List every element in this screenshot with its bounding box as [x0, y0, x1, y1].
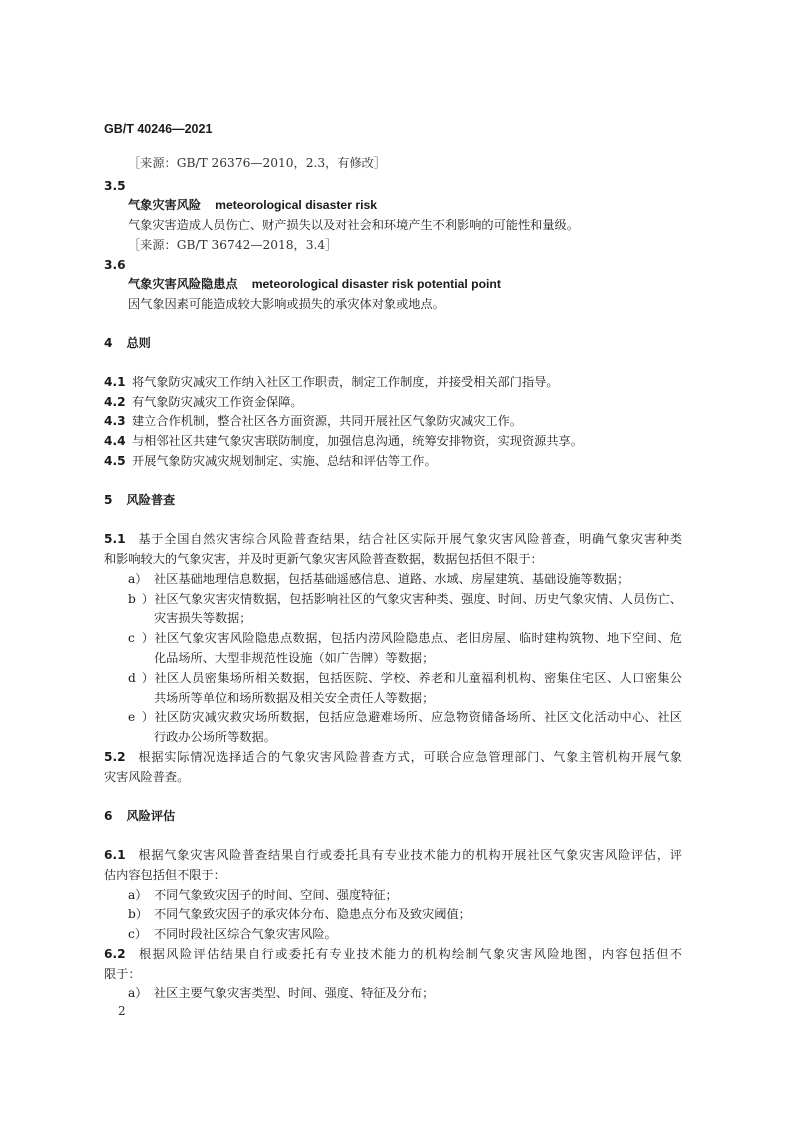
- term-3-6-number: 3.6: [104, 258, 126, 272]
- list-item-5-1-e-cont: 行政办公场所等数据。: [154, 730, 276, 744]
- clause-number: 5.1: [104, 532, 126, 546]
- list-label: d）: [128, 671, 154, 685]
- list-label: b）: [128, 907, 148, 921]
- list-label: a）: [128, 986, 148, 1000]
- section-6-title: 风险评估: [126, 809, 176, 823]
- list-item-5-1-d: [128, 670, 682, 686]
- clause-text: 建立合作机制，整合社区各方面资源，共同开展社区气象防灾减灾工作。: [132, 414, 522, 428]
- list-item-5-1-c-cont: 化品场所、大型非规范性设施（如广告牌）等数据；: [154, 651, 435, 665]
- clause-text: 有气象防灾减灾工作资金保障。: [132, 395, 303, 409]
- clause-number: 4.1: [104, 375, 126, 389]
- clause-6-1-line-2: 估内容包括但不限于：: [104, 868, 226, 882]
- list-text: 社区防灾减灾救灾场所数据，包括应急避难场所、应急物资储备场所、社区文化活动中心、社区: [154, 710, 682, 724]
- term-3-5-number: 3.5: [104, 179, 126, 193]
- list-text: 社区气象灾害灾情数据，包括影响社区的气象灾害种类、强度、时间、历史气象灾情、人员伤亡、: [154, 592, 682, 606]
- standard-number-header: GB/T 40246—2021: [104, 122, 213, 136]
- term-3-6-cn: 气象灾害风险隐患点: [128, 277, 238, 291]
- list-item-6-1-b: [128, 906, 471, 922]
- list-item-6-2-a: [128, 985, 434, 1001]
- clause-6-1-line-1: [104, 847, 682, 863]
- clause-number: 6.1: [104, 848, 126, 862]
- clause-text: 基于全国自然灾害综合风险普查结果，结合社区实际开展气象灾害风险普查，明确气象灾害种类: [137, 532, 682, 546]
- clause-text: 将气象防灾减灾工作纳入社区工作职责，制定工作制度，并接受相关部门指导。: [132, 375, 559, 389]
- list-item-5-1-d-cont: 共场所等单位和场所数据及相关安全责任人等数据；: [154, 691, 435, 705]
- clause-4-1: [104, 374, 559, 390]
- clause-text: 根据实际情况选择适合的气象灾害风险普查方式，可联合应急管理部门、气象主管机构开展气象: [137, 750, 682, 764]
- clause-4-4: [104, 433, 583, 449]
- clause-number: 4.5: [104, 454, 126, 468]
- term-3-5-cn: 气象灾害风险: [128, 198, 202, 212]
- clause-5-2-line-2: 灾害风险普查。: [104, 770, 190, 784]
- clause-5-2-line-1: [104, 749, 682, 765]
- section-5-heading: [104, 492, 175, 508]
- clause-5-1-line-1: [104, 531, 682, 547]
- clause-text: 根据风险评估结果自行或委托有专业技术能力的机构绘制气象灾害风险地图，内容包括但不: [137, 947, 682, 961]
- term-3-5-title: [128, 197, 377, 213]
- list-text: 不同时段社区综合气象灾害风险。: [154, 927, 337, 941]
- clause-number: 4.4: [104, 434, 126, 448]
- clause-text: 开展气象防灾减灾规划制定、实施、总结和评估等工作。: [132, 454, 437, 468]
- clause-text: 根据气象灾害风险普查结果自行或委托具有专业技术能力的机构开展社区气象灾害风险评估，评: [137, 848, 682, 862]
- term-3-5-definition: 气象灾害造成人员伤亡、财产损失以及对社会和环境产生不利影响的可能性和量级。: [128, 218, 579, 232]
- section-4-title: 总则: [126, 336, 151, 350]
- list-label: a）: [128, 572, 148, 586]
- list-label: c）: [128, 631, 154, 645]
- term-3-6-definition: 因气象因素可能造成较大影响或损失的承灾体对象或地点。: [128, 297, 445, 311]
- list-label: b）: [128, 592, 154, 606]
- list-item-5-1-a: [128, 571, 629, 587]
- clause-4-3: [104, 413, 522, 429]
- clause-number: 4.3: [104, 414, 126, 428]
- list-item-5-1-c: [128, 630, 682, 646]
- section-4-number: 4: [104, 336, 113, 350]
- list-item-5-1-e: [128, 709, 682, 725]
- clause-number: 4.2: [104, 395, 126, 409]
- section-4-heading: [104, 335, 151, 351]
- list-label: e）: [128, 710, 154, 724]
- clause-number: 5.2: [104, 750, 126, 764]
- section-6-heading: [104, 808, 175, 824]
- list-item-6-1-a: [128, 887, 398, 903]
- list-text: 社区气象灾害风险隐患点数据，包括内涝风险隐患点、老旧房屋、临时建构筑物、地下空间、危: [154, 631, 682, 645]
- clause-text: 与相邻社区共建气象灾害联防制度，加强信息沟通，统筹安排物资，实现资源共享。: [132, 434, 583, 448]
- list-item-5-1-b: [128, 591, 682, 607]
- clause-5-1-line-2: 和影响较大的气象灾害，并及时更新气象灾害风险普查数据，数据包括但不限于：: [104, 552, 543, 566]
- clause-6-2-line-1: [104, 946, 682, 962]
- list-text: 不同气象致灾因子的承灾体分布、隐患点分布及致灾阈值；: [154, 907, 471, 921]
- clause-4-5: [104, 453, 437, 469]
- section-6-number: 6: [104, 809, 113, 823]
- list-label: a）: [128, 888, 148, 902]
- clause-4-2: [104, 394, 303, 410]
- source-note-3-4: ［来源：GB/T 26376—2010，2.3，有修改］: [128, 156, 387, 170]
- section-5-title: 风险普查: [126, 493, 176, 507]
- section-5-number: 5: [104, 493, 113, 507]
- list-text: 社区主要气象灾害类型、时间、强度、特征及分布；: [154, 986, 435, 1000]
- clause-6-2-line-2: 限于：: [104, 967, 141, 981]
- list-text: 不同气象致灾因子的时间、空间、强度特征；: [154, 888, 398, 902]
- term-3-6-en: meteorological disaster risk potential point: [251, 277, 501, 291]
- list-item-5-1-b-cont: 灾害损失等数据；: [154, 611, 252, 625]
- term-3-5-en: meteorological disaster risk: [215, 198, 378, 212]
- source-note-3-5: ［来源：GB/T 36742—2018，3.4］: [128, 238, 338, 252]
- clause-number: 6.2: [104, 947, 126, 961]
- list-item-6-1-c: [128, 926, 337, 942]
- page-number: 2: [118, 1004, 126, 1018]
- term-3-6-title: [128, 276, 501, 292]
- list-label: c）: [128, 927, 148, 941]
- list-text: 社区基础地理信息数据，包括基础遥感信息、道路、水域、房屋建筑、基础设施等数据；: [154, 572, 630, 586]
- list-text: 社区人员密集场所相关数据，包括医院、学校、养老和儿童福利机构、密集住宅区、人口密集公: [154, 671, 682, 685]
